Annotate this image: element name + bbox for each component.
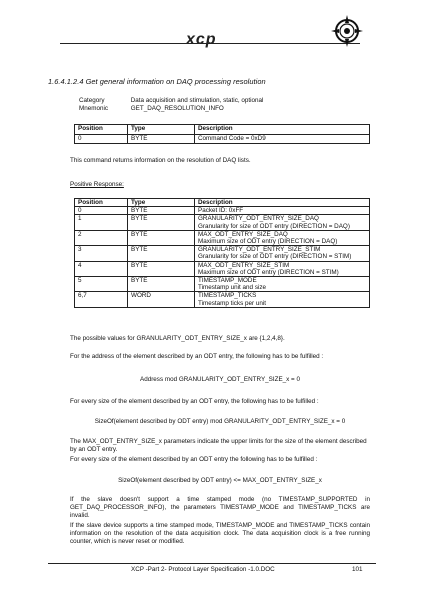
table-row: [75, 292, 370, 307]
table-header-row: [75, 125, 370, 135]
header-type: Type: [128, 199, 195, 207]
cell-type: BYTE: [128, 207, 195, 215]
header-type: Type: [128, 125, 195, 135]
xcp-logo-text: xcp: [186, 31, 217, 48]
cell-description: [195, 215, 370, 230]
cell-description: Command Code = 0xD9: [195, 134, 370, 144]
cell-description-line1: TIMESTAMP_TICKS: [198, 292, 257, 300]
intro-text: This command returns information on the resolution of DAQ lists.: [70, 157, 251, 164]
footer-title: XCP -Part 2- Protocol Layer Specification -1.0.DOC: [131, 566, 275, 573]
cell-description-line2: Granularity for size of ODT entry (DIRECTION = STIM): [198, 253, 352, 261]
cell-type: WORD: [128, 292, 195, 307]
table-row: [75, 277, 370, 292]
cell-type: BYTE: [128, 215, 195, 230]
positive-response-label: Positive Response:: [70, 181, 124, 188]
table-row: [75, 207, 370, 215]
mnemonic-label: Mnemonic: [79, 105, 109, 112]
cell-description: [195, 292, 370, 307]
cell-position: 4: [75, 261, 128, 276]
cell-type: BYTE: [128, 134, 195, 144]
paragraph: If the slave device supports a time stamped mode, TIMESTAMP_MODE and TIMESTAMP_TICKS contain information on the resolution of the data acquisition clock. The data acquisition clock is a free running counter, which is never reset or modified.: [70, 522, 370, 545]
cell-position: 6,7: [75, 292, 128, 307]
cell-description-line2: Timestamp ticks per unit: [198, 299, 267, 307]
table-row: [75, 215, 370, 230]
cell-description-line2: Timestamp unit and size: [198, 284, 267, 292]
formula: SizeOf(element described by ODT entry) <= MAX_ODT_ENTRY_SIZE_x: [118, 477, 322, 484]
cell-description: [195, 230, 370, 245]
header-position: Position: [75, 199, 128, 207]
cell-description: [195, 246, 370, 261]
cell-description: [195, 261, 370, 276]
table-row: [75, 246, 370, 261]
paragraph: The possible values for GRANULARITY_ODT_ENTRY_SIZE_x are {1,2,4,8}.: [70, 335, 285, 342]
header-description: Description: [195, 125, 370, 135]
cell-position: 3: [75, 246, 128, 261]
cell-description-line1: GRANULARITY_ODT_ENTRY_SIZE_DAQ: [198, 215, 319, 223]
mnemonic-row: [79, 105, 224, 112]
formula: Address mod GRANULARITY_ODT_ENTRY_SIZE_x = 0: [140, 376, 300, 383]
cell-description-line2: Maximum size of ODT entry (DIRECTION = DAQ): [198, 238, 338, 246]
mnemonic-value: GET_DAQ_RESOLUTION_INFO: [130, 105, 224, 112]
cell-type: BYTE: [128, 261, 195, 276]
compass-rose-emblem-icon: [331, 15, 363, 47]
cell-description-line2: Maximum size of ODT entry (DIRECTION = STIM): [198, 268, 339, 276]
command-table: [74, 124, 370, 144]
cell-position: 2: [75, 230, 128, 245]
footer-rule: [48, 563, 376, 564]
cell-position: 1: [75, 215, 128, 230]
cell-type: BYTE: [128, 246, 195, 261]
table-row: [75, 230, 370, 245]
cell-description-line1: TIMESTAMP_MODE: [198, 277, 257, 285]
category-row: [79, 97, 263, 104]
paragraph: The MAX_ODT_ENTRY_SIZE_x parameters indicate the upper limits for the size of the element described by an ODT entry.: [70, 438, 367, 453]
paragraph: For every size of the element described by an ODT entry, the following has to be fulfilled :: [70, 398, 319, 405]
cell-description-line1: Packet ID: 0xFF: [198, 207, 244, 215]
cell-position: 0: [75, 207, 128, 215]
paragraph: If the slave doesn't support a time stamped mode (no TIMESTAMP_SUPPORTED in GET_DAQ_PROCESSOR_INFO), the parameters TIMESTAMP_MODE and TIMESTAMP_TICKS are invalid.: [70, 496, 370, 519]
paragraph: For every size of the element described by an ODT entry the following has to be fulfilled :: [70, 456, 318, 463]
page-number: 101: [352, 566, 363, 573]
cell-description: [195, 207, 370, 215]
cell-description-line1: MAX_ODT_ENTRY_SIZE_DAQ: [198, 230, 288, 238]
formula: SizeOf(element described by ODT entry) mod GRANULARITY_ODT_ENTRY_SIZE_x = 0: [94, 418, 346, 425]
cell-description-line2: Granularity for size of ODT entry (DIRECTION = DAQ): [198, 222, 350, 230]
response-table: [74, 198, 370, 308]
cell-description: [195, 277, 370, 292]
category-value: Data acquisition and stimulation, static, optional: [130, 97, 264, 104]
cell-description-line1: GRANULARITY_ODT_ENTRY_SIZE_STIM: [198, 246, 321, 254]
category-label: Category: [79, 97, 105, 104]
cell-type: BYTE: [128, 277, 195, 292]
paragraph: For the address of the element described by an ODT entry, the following has to be fulfilled :: [70, 353, 324, 360]
header-description: Description: [195, 199, 370, 207]
header-position: Position: [75, 125, 128, 135]
cell-description-line1: MAX_ODT_ENTRY_SIZE_STIM: [198, 261, 290, 269]
section-heading: 1.6.4.1.2.4 Get general information on DAQ processing resolution: [48, 77, 266, 86]
cell-type: BYTE: [128, 230, 195, 245]
table-row: [75, 134, 370, 144]
cell-position: 5: [75, 277, 128, 292]
table-header-row: [75, 199, 370, 207]
table-row: [75, 261, 370, 276]
cell-position: 0: [75, 134, 128, 144]
